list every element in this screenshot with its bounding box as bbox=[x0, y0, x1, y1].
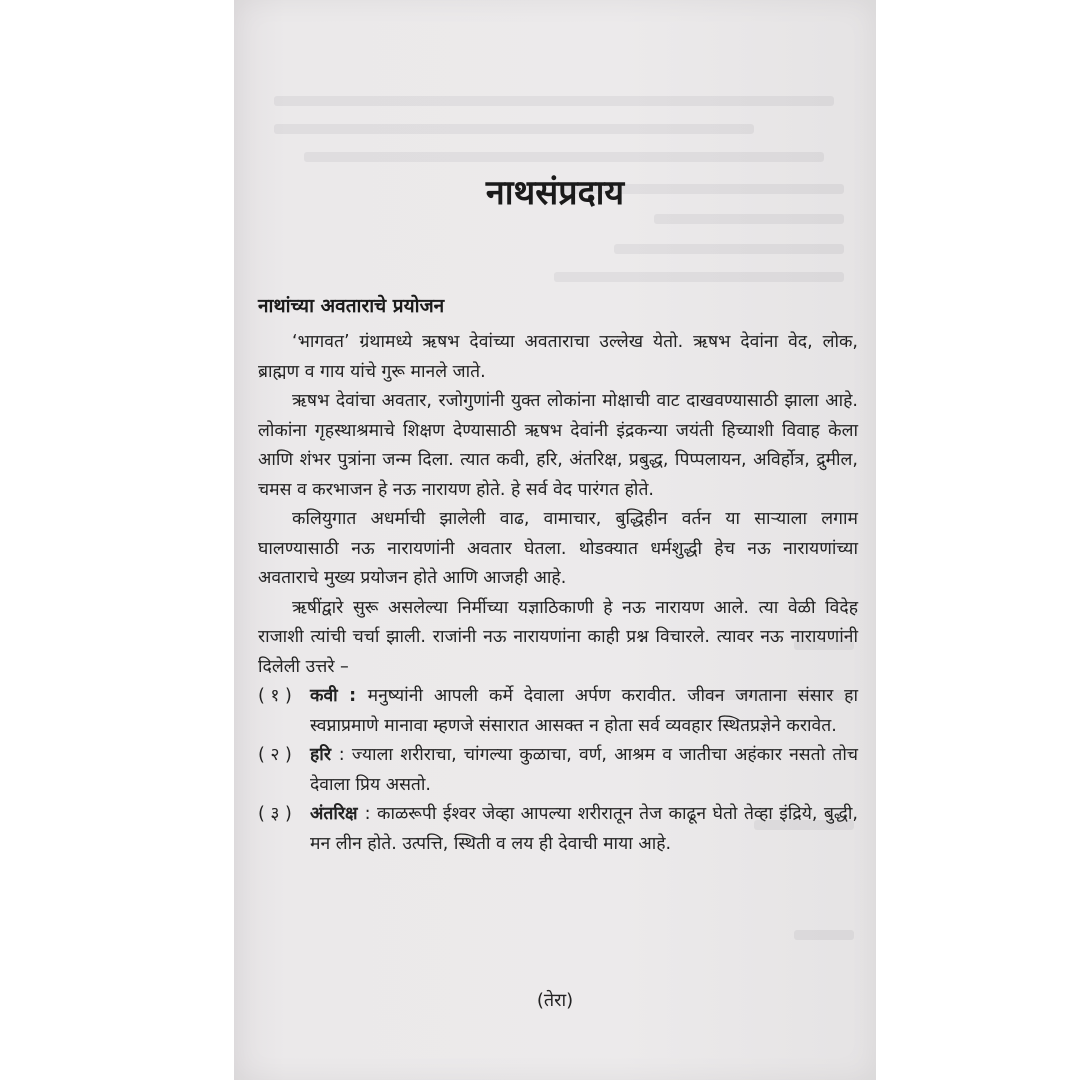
page-number: (तेरा) bbox=[536, 990, 574, 1011]
paragraph: कलियुगात अधर्माची झालेली वाढ, वामाचार, बुद्धिहीन वर्तन या साऱ्याला लगाम घालण्यासाठी नऊ नारायणांनी अवतार घेतला. थोडक्यात धर्मशुद्धी हेच नऊ नारायणांच्या अवताराचे मुख्य प्रयोजन होते आणि आजही आहे. bbox=[258, 509, 858, 588]
book-page bbox=[234, 0, 876, 1080]
paragraph: ‘भागवत’ ग्रंथामध्ये ऋषभ देवांच्या अवताराचा उल्लेख येतो. ऋषभ देवांना वेद, लोक, ब्राह्मण व गाय यांचे गुरू मानले जाते. bbox=[258, 332, 858, 382]
list-term: कवी : bbox=[310, 686, 368, 706]
list-item-antariksh bbox=[258, 800, 858, 859]
list-text: मनुष्यांनी आपली कर्मे देवाला अर्पण करावीत. जीवन जगताना संसार हा स्वप्नाप्रमाणे मानावा म्हणजे संसारात आसक्त न होता सर्व व्यवहार स्थितप्रज्ञेने करावेत. bbox=[310, 686, 858, 736]
list-number: ( २ ) bbox=[258, 745, 292, 765]
paragraph: ऋषभ देवांचा अवतार, रजोगुणांनी युक्त लोकांना मोक्षाची वाट दाखवण्यासाठी झाला आहे. लोकांना गृहस्थाश्रमाचे शिक्षण देण्यासाठी ऋषभ देवांनी इंद्रकन्या जयंती हिच्याशी विवाह केला आणि शंभर पुत्रांना जन्म दिला. त्यात कवी, हरि, अंतरिक्ष, प्रबुद्ध, पिप्पलायन, अविर्होत्र, द्रुमील, चमस व करभाजन हे नऊ नारायण होते. हे सर्व वेद पारंगत होते. bbox=[258, 391, 858, 500]
body-text bbox=[258, 328, 858, 859]
section-heading: नाथांच्या अवताराचे प्रयोजन bbox=[258, 295, 445, 317]
list-text: : काळरूपी ईश्वर जेव्हा आपल्या शरीरातून तेज काढून घेतो तेव्हा इंद्रिये, बुद्धी, मन लीन होते. उत्पत्ति, स्थिती व लय ही देवाची माया आहे. bbox=[310, 804, 858, 854]
list-item-hari bbox=[258, 741, 858, 800]
list-term: अंतरिक्ष bbox=[310, 804, 365, 824]
list-text: : ज्याला शरीराचा, चांगल्या कुळाचा, वर्ण, आश्रम व जातीचा अहंकार नसतो तोच देवाला प्रिय असतो. bbox=[310, 745, 858, 795]
page-title: नाथसंप्रदाय bbox=[485, 173, 625, 213]
list-number: ( ३ ) bbox=[258, 804, 292, 824]
list-term: हरि bbox=[310, 745, 339, 765]
paragraph: ऋषींद्वारे सुरू असलेल्या निर्मीच्या यज्ञाठिकाणी हे नऊ नारायण आले. त्या वेळी विदेह राजाशी त्यांची चर्चा झाली. राजांनी नऊ नारायणांना काही प्रश्न विचारले. त्यावर नऊ नारायणांनी दिलेली उत्तरे – bbox=[258, 597, 858, 677]
list-item-kavi bbox=[258, 682, 858, 741]
list-number: ( १ ) bbox=[258, 686, 292, 706]
